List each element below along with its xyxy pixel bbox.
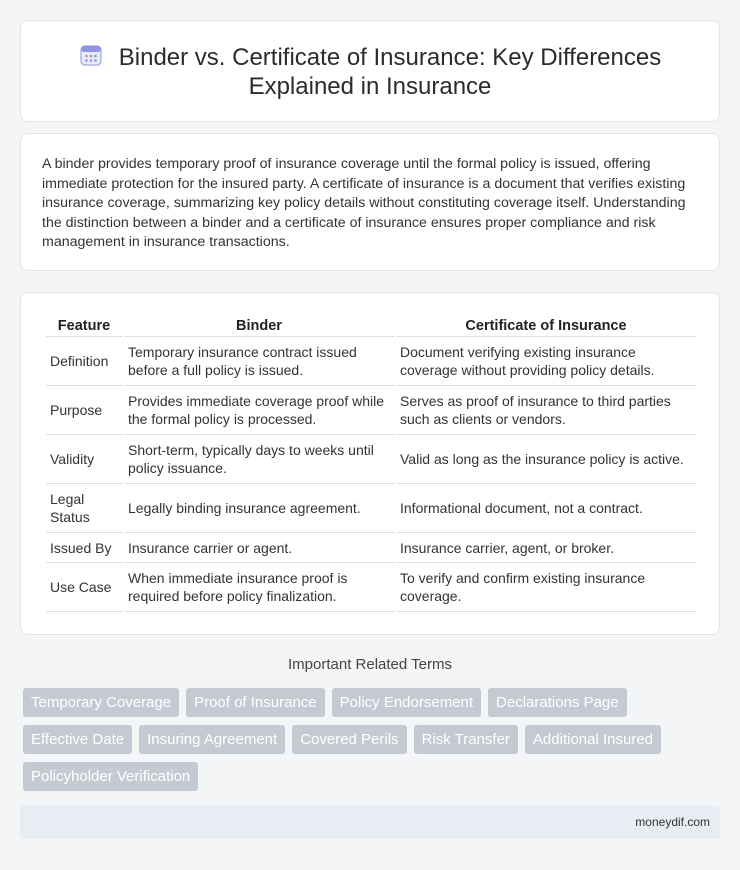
- binder-cell: Insurance carrier or agent.: [124, 533, 394, 563]
- header-binder: Binder: [124, 316, 394, 337]
- binder-cell: Legally binding insurance agreement.: [124, 484, 394, 533]
- certificate-cell: Document verifying existing insurance coverage without providing policy details.: [396, 337, 696, 386]
- comparison-card: [20, 292, 720, 635]
- table-row: [46, 484, 696, 533]
- header-certificate: Certificate of Insurance: [396, 316, 696, 337]
- intro-paragraph: A binder provides temporary proof of insurance coverage until the formal policy is issued, offering immediate protection for the insured party. A certificate of insurance is a document that verifies existing insurance coverage, summarizing key policy details without constituting coverage itself. Understanding the distinction between a binder and a certificate of insurance ensures proper compliance and risk management in insurance transactions.: [42, 156, 686, 251]
- feature-cell: Legal Status: [46, 484, 122, 533]
- term-tag[interactable]: Policyholder Verification: [23, 762, 198, 791]
- term-tag[interactable]: Additional Insured: [525, 725, 661, 754]
- feature-cell: Purpose: [46, 386, 122, 435]
- feature-cell: Use Case: [46, 563, 122, 612]
- term-tag[interactable]: Temporary Coverage: [23, 688, 179, 717]
- term-tag[interactable]: Risk Transfer: [414, 725, 518, 754]
- calendar-icon: [79, 43, 103, 67]
- feature-cell: Validity: [46, 435, 122, 484]
- term-tag[interactable]: Insuring Agreement: [139, 725, 285, 754]
- table-header-row: [46, 316, 696, 337]
- certificate-cell: Valid as long as the insurance policy is active.: [396, 435, 696, 484]
- table-row: [46, 386, 696, 435]
- footer-site-link[interactable]: moneydif.com: [635, 815, 710, 829]
- certificate-cell: To verify and confirm existing insurance coverage.: [396, 563, 696, 612]
- certificate-cell: Serves as proof of insurance to third parties such as clients or vendors.: [396, 386, 696, 435]
- table-row: [46, 435, 696, 484]
- term-tag[interactable]: Policy Endorsement: [332, 688, 481, 717]
- certificate-cell: Insurance carrier, agent, or broker.: [396, 533, 696, 563]
- term-tag[interactable]: Effective Date: [23, 725, 132, 754]
- term-tag[interactable]: Declarations Page: [488, 688, 627, 717]
- term-tag[interactable]: Proof of Insurance: [186, 688, 325, 717]
- table-row: [46, 533, 696, 563]
- title-card: [20, 20, 720, 122]
- table-row: [46, 337, 696, 386]
- table-row: [46, 563, 696, 612]
- page-title-text: Binder vs. Certificate of Insurance: Key Differences Explained in Insurance: [118, 44, 662, 100]
- binder-cell: Short-term, typically days to weeks until policy issuance.: [124, 435, 394, 484]
- intro-card: [20, 133, 720, 271]
- binder-cell: Temporary insurance contract issued before a full policy is issued.: [124, 337, 394, 386]
- related-terms-list: [23, 688, 713, 791]
- certificate-cell: Informational document, not a contract.: [396, 484, 696, 533]
- feature-cell: Definition: [46, 337, 122, 386]
- related-terms-heading: Important Related Terms: [288, 656, 452, 673]
- footer: [20, 806, 720, 839]
- binder-cell: Provides immediate coverage proof while the formal policy is processed.: [124, 386, 394, 435]
- binder-cell: When immediate insurance proof is required before policy finalization.: [124, 563, 394, 612]
- term-tag[interactable]: Covered Perils: [292, 725, 406, 754]
- feature-cell: Issued By: [46, 533, 122, 563]
- comparison-table: [44, 316, 698, 612]
- header-feature: Feature: [46, 316, 122, 337]
- page-title: [21, 43, 719, 101]
